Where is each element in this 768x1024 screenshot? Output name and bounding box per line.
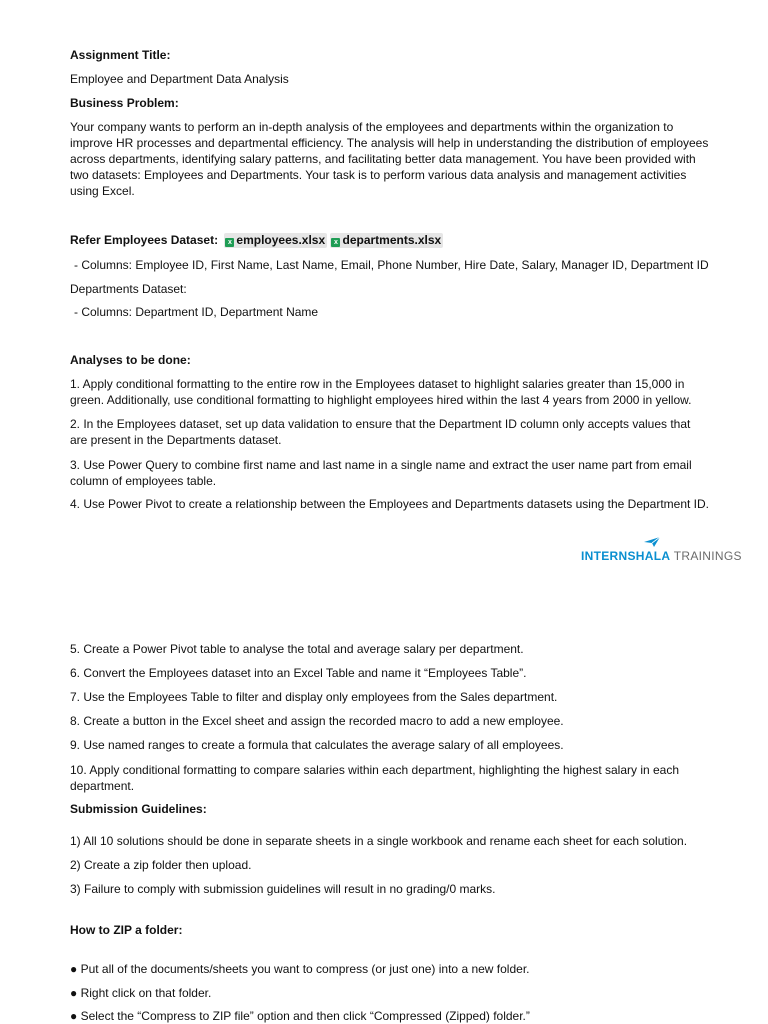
business-problem-text: Your company wants to perform an in-depth analysis of the employees and departments within the organization to improve HR processes and departmental efficiency. The analysis will help in understanding the distribution of employees across departments, identifying salary patterns, and facilitating better data management. You have been provided with two datasets: Employees and Departments. Your task is to perform various data analysis and management activities using Excel.: [70, 120, 709, 198]
analysis-item: 3. Use Power Query to combine first name and last name in a single name and extract the user name part from email column of employees table.: [70, 458, 692, 488]
refer-label: Refer Employees Dataset:: [70, 233, 219, 247]
analysis-item: 10. Apply conditional formatting to compare salaries within each department, highlighting the highest salary in each department.: [70, 763, 680, 793]
zip-step: ● Right click on that folder.: [70, 986, 212, 1000]
analysis-item: 6. Convert the Employees dataset into an Excel Table and name it “Employees Table”.: [70, 666, 527, 680]
analysis-item: 5. Create a Power Pivot table to analyse the total and average salary per department.: [70, 642, 524, 656]
logo-text-trainings: TRAININGS: [670, 549, 742, 563]
analysis-item: 8. Create a button in the Excel sheet and assign the recorded macro to add a new employee.: [70, 714, 564, 728]
departments-columns: - Columns: Department ID, Department Name: [74, 305, 319, 319]
zip-label: How to ZIP a folder:: [70, 923, 183, 937]
zip-step: ● Select the “Compress to ZIP file” option and then click “Compressed (Zipped) folder.”: [70, 1009, 530, 1023]
internshala-logo: [581, 536, 742, 566]
attachment-employees-name: employees.xlsx: [236, 233, 326, 247]
submission-label: Submission Guidelines:: [70, 802, 207, 816]
analysis-item: 4. Use Power Pivot to create a relationship between the Employees and Departments datasets using the Department ID.: [70, 497, 710, 511]
employees-columns: - Columns: Employee ID, First Name, Last Name, Email, Phone Number, Hire Date, Salary, Manager ID, Department ID: [74, 258, 709, 272]
submission-item: 3) Failure to comply with submission guidelines will result in no grading/0 marks.: [70, 882, 496, 896]
departments-dataset-label: Departments Dataset:: [70, 282, 187, 296]
paper-plane-icon: [643, 536, 661, 548]
logo-text-internshala: INTERNSHALA: [581, 549, 671, 563]
attachment-departments-name: departments.xlsx: [342, 233, 442, 247]
attachment-departments[interactable]: [330, 233, 443, 248]
assignment-title-label: Assignment Title:: [70, 48, 171, 62]
attachment-employees[interactable]: [224, 233, 327, 248]
zip-step: ● Put all of the documents/sheets you want to compress (or just one) into a new folder.: [70, 962, 530, 976]
excel-file-icon: x: [225, 238, 234, 247]
analysis-item: 9. Use named ranges to create a formula that calculates the average salary of all employees.: [70, 738, 564, 752]
submission-item: 1) All 10 solutions should be done in separate sheets in a single workbook and rename each sheet for each solution.: [70, 834, 688, 848]
refer-dataset-line: [70, 232, 710, 248]
analysis-item: 1. Apply conditional formatting to the entire row in the Employees dataset to highlight salaries greater than 15,000 in green. Additionally, use conditional formatting to highlight employees hired within the last 4 years from 2000 in yellow.: [70, 377, 692, 407]
business-problem-label: Business Problem:: [70, 96, 179, 110]
analysis-item: 2. In the Employees dataset, set up data validation to ensure that the Department ID column only accepts values that are present in the Departments dataset.: [70, 417, 691, 447]
analyses-label: Analyses to be done:: [70, 353, 191, 367]
assignment-title: Employee and Department Data Analysis: [70, 72, 289, 86]
excel-file-icon: x: [331, 238, 340, 247]
submission-item: 2) Create a zip folder then upload.: [70, 858, 252, 872]
analysis-item: 7. Use the Employees Table to filter and display only employees from the Sales department.: [70, 690, 558, 704]
